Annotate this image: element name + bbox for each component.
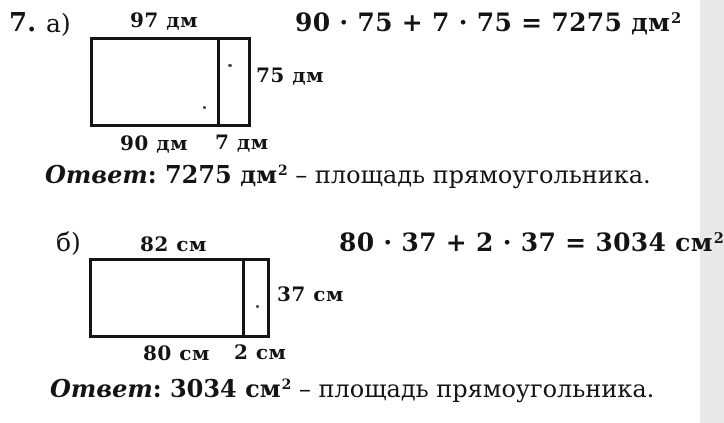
part-b-label: б) bbox=[56, 228, 81, 257]
equation-a bbox=[295, 8, 682, 38]
rectangle-figure-b bbox=[89, 258, 270, 338]
answer-b-word: Ответ bbox=[50, 374, 153, 403]
rect-a-bottom-main-dimension: 90 дм bbox=[120, 131, 188, 155]
ink-speckle bbox=[228, 64, 232, 67]
answer-a bbox=[45, 161, 651, 190]
answer-b-text: – площадь прямоугольника. bbox=[291, 375, 655, 403]
rect-b-right-dimension: 37 см bbox=[277, 282, 344, 306]
equation-b-superscript: 2 bbox=[713, 230, 724, 248]
ink-speckle bbox=[203, 106, 206, 109]
rect-b-bottom-main-dimension: 80 см bbox=[143, 341, 210, 365]
rectangle-a-divider bbox=[217, 40, 220, 124]
rect-a-right-dimension: 75 дм bbox=[256, 63, 324, 87]
rect-b-top-dimension: 82 см bbox=[140, 232, 207, 256]
answer-a-text: – площадь прямоугольника. bbox=[287, 161, 651, 189]
rect-b-bottom-strip-dimension: 2 см bbox=[234, 340, 287, 364]
answer-a-word: Ответ bbox=[45, 160, 148, 189]
problem-number: 7. bbox=[9, 8, 37, 38]
equation-b bbox=[339, 228, 724, 258]
answer-b bbox=[50, 375, 654, 404]
rectangle-b-divider bbox=[242, 261, 245, 335]
answer-a-superscript: 2 bbox=[277, 163, 288, 180]
rectangle-figure-a bbox=[90, 37, 251, 127]
answer-b-superscript: 2 bbox=[281, 377, 292, 394]
rect-a-top-dimension: 97 дм bbox=[130, 8, 198, 32]
equation-a-superscript: 2 bbox=[671, 10, 682, 28]
ink-speckle bbox=[256, 305, 259, 308]
rect-a-bottom-strip-dimension: 7 дм bbox=[215, 130, 269, 154]
equation-a-body: 90 · 75 + 7 · 75 = 7275 дм bbox=[295, 8, 671, 37]
answer-b-value: : 3034 см bbox=[152, 374, 281, 403]
equation-b-body: 80 · 37 + 2 · 37 = 3034 см bbox=[339, 228, 713, 257]
answer-a-value: : 7275 дм bbox=[147, 160, 277, 189]
part-a-label: а) bbox=[46, 9, 71, 38]
